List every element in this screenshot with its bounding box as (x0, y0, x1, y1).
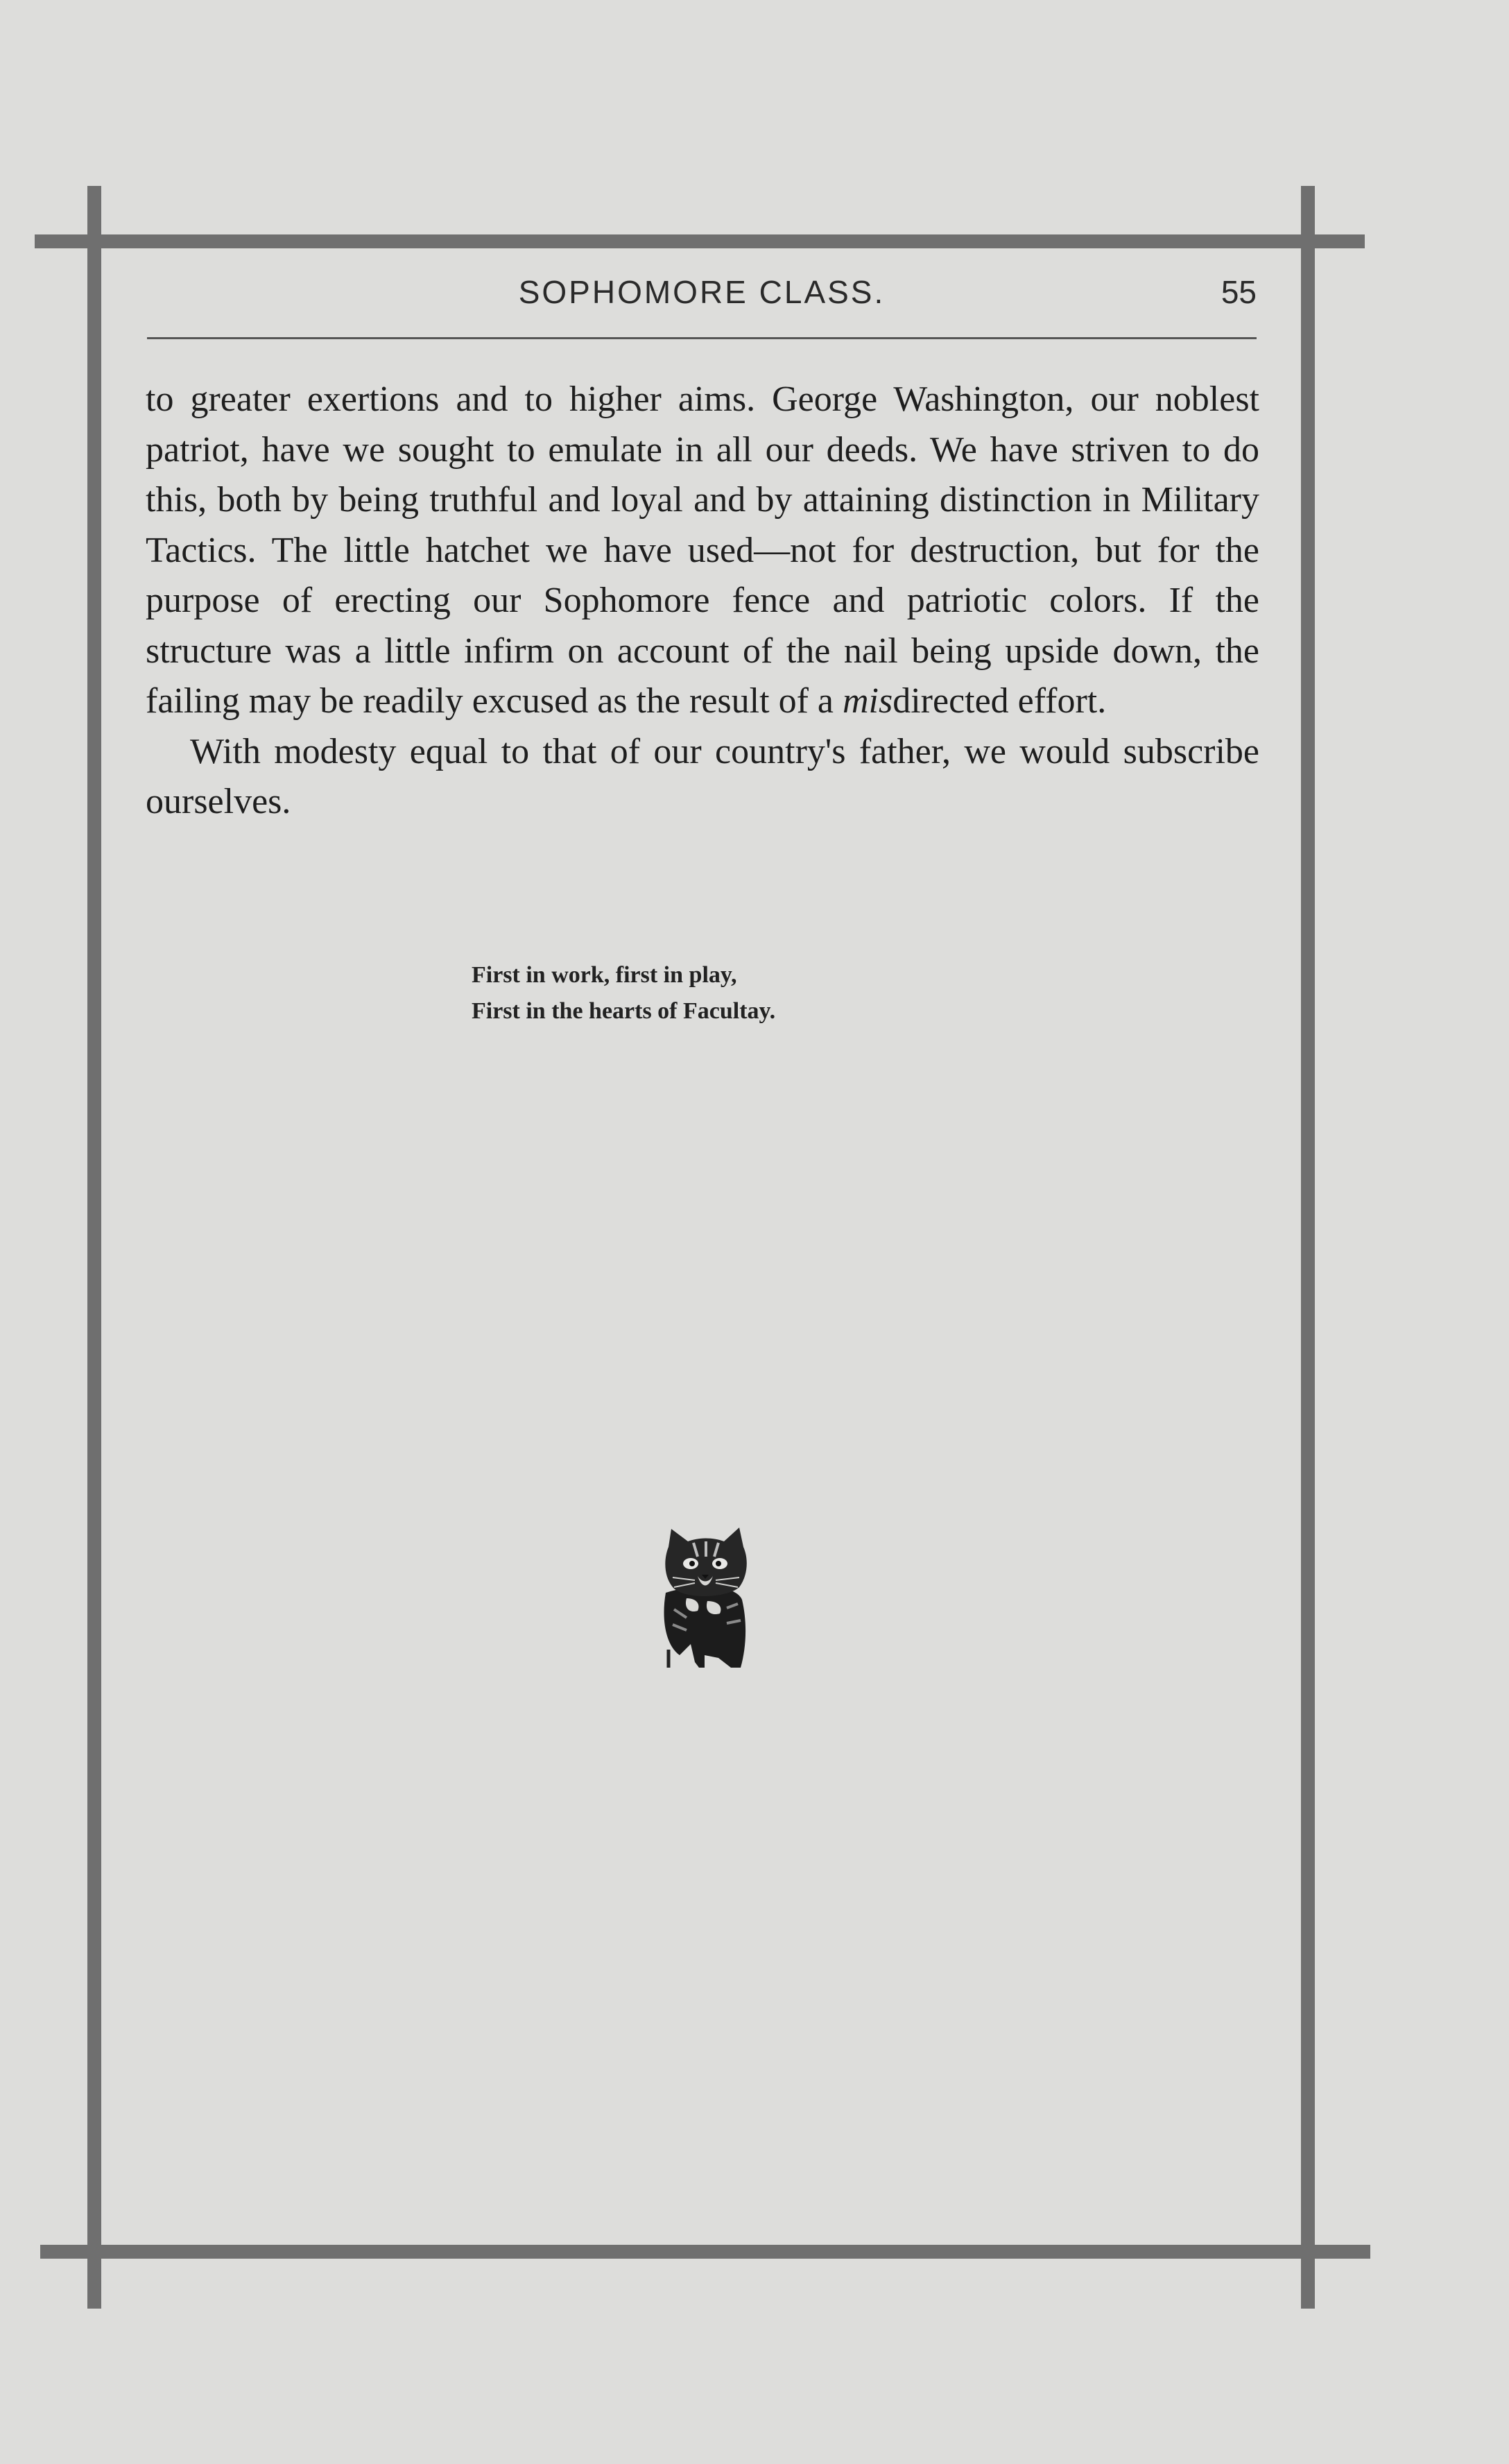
header-rule (147, 337, 1257, 339)
frame-top-bar (35, 234, 1365, 248)
frame-bottom-bar (40, 2245, 1370, 2259)
frame-right-bar (1301, 186, 1315, 2309)
verse-line-2: First in the hearts of Facultay. (472, 998, 776, 1024)
verse-line-1: First in work, first in play, (472, 962, 737, 988)
paragraph-1-text: to greater exertions and to higher aims. George Washington, our noblest patriot, have we sought to emulate in all our deeds. We have striven to do this, both by being truthful and loyal and by attaining distinction in Military Tactics. The little hatchet we have used—not for destruction, but for the purpose of erecting our Sophomore fence and patriotic colors. If the structure was a little infirm on account of the nail being upside down, the failing may be readily excused as the result of a (146, 379, 1259, 721)
paragraph-1-end: directed effort. (893, 681, 1107, 721)
cat-icon (659, 1526, 750, 1668)
page-number: 55 (1221, 274, 1257, 310)
verse (472, 957, 775, 1029)
paragraph-1 (146, 375, 1259, 727)
running-head: SOPHOMORE CLASS. (518, 274, 886, 310)
paragraph-1-italic: mis (842, 681, 893, 721)
body-text (146, 375, 1259, 828)
page-header (147, 273, 1257, 322)
paragraph-2: With modesty equal to that of our country's father, we would subscribe ourselves. (146, 731, 1259, 821)
frame-left-bar (87, 186, 101, 2309)
